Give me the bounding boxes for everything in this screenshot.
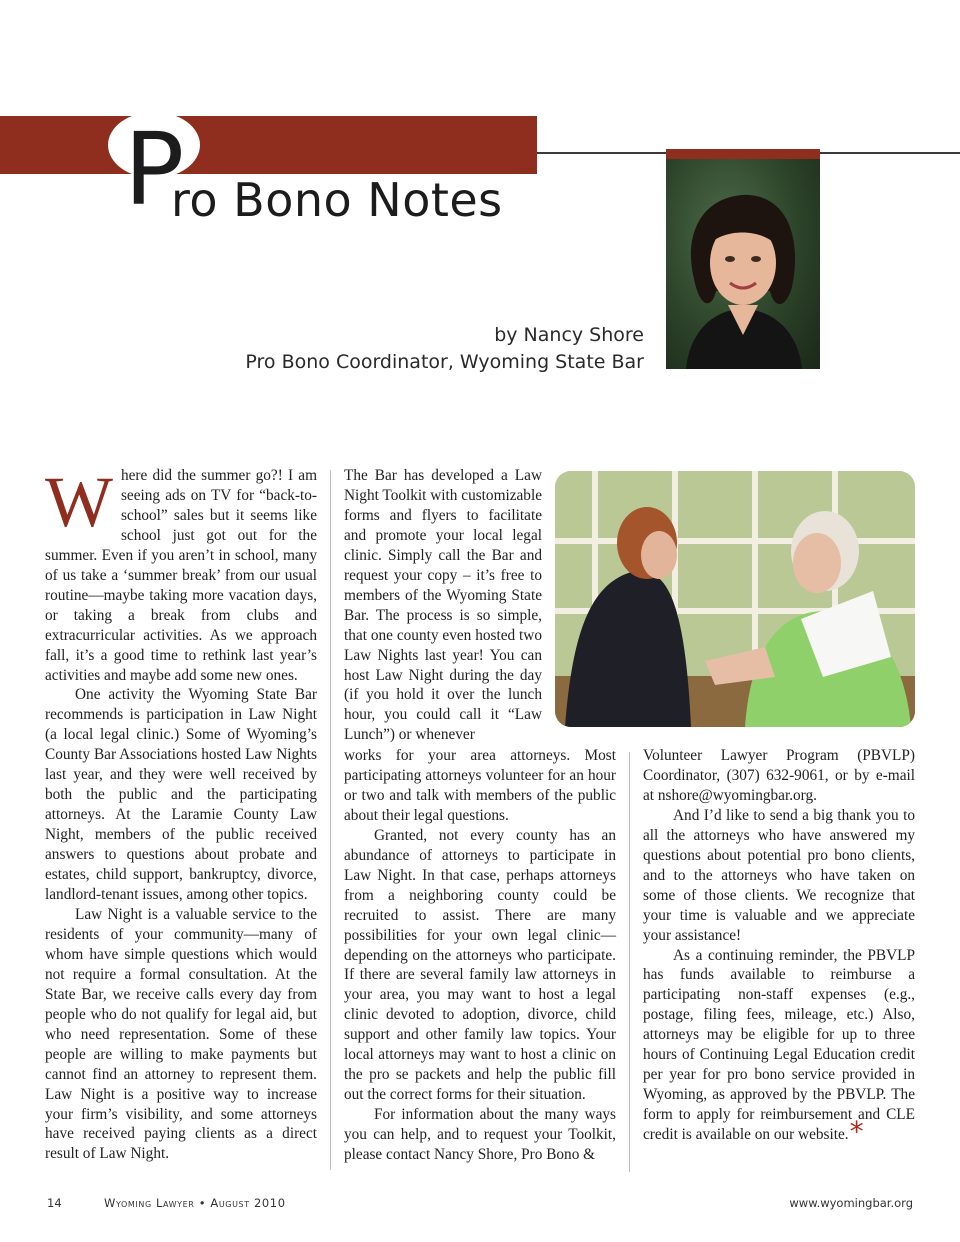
paragraph: works for your area attorneys. Most participating attorneys volunteer for an hour or two and talk with members of the public about their legal questions. (344, 747, 616, 824)
paragraph (643, 946, 915, 1149)
paragraph: Volunteer Lawyer Program (PBVLP) Coordinator, (307) 632-9061, or by e-mail at nshore@wyomingbar.org. (643, 747, 915, 804)
paragraph: For information about the many ways you can help, and to request your Toolkit, please contact Nancy Shore, Pro Bono & (344, 1106, 616, 1164)
end-mark: * (849, 1115, 864, 1149)
drop-cap: W (45, 462, 113, 542)
column-3 (643, 746, 915, 1149)
author-portrait (666, 159, 820, 369)
column-1 (45, 462, 317, 1164)
column-divider (629, 752, 630, 1172)
byline (245, 322, 644, 376)
page-title: ro Bono Notes (171, 173, 503, 227)
author-name: by Nancy Shore (494, 324, 644, 346)
paragraph-text: As a continuing reminder, the PBVLP has funds available to reimburse a participating non-staff expenses (e.g., postage, filing fees, mileage, etc.) Also, attorneys may be eligible for up to three hours of Continuing Legal Education credit per year for pro bono service provided in Wyoming, as approved by the PBVLP. The form to apply for reimbursement and CLE credit is available on our website. (643, 946, 915, 1144)
paragraph: And I’d like to send a big thank you to all the attorneys who have answered my questions about potential pro bono clients, and to the attorneys who have taken on some of those clients. We recognize that your time is valuable and we appreciate your assistance! (643, 806, 915, 944)
footer-url[interactable]: www.wyomingbar.org (789, 1196, 913, 1210)
column-divider (330, 470, 331, 1170)
clinic-photo (555, 471, 915, 727)
paragraph: The Bar has developed a Law Night Toolkit with customizable forms and flyers to facilitate and promote your local legal clinic. Simply call the Bar and request your copy – it’s free to members of the Wyoming State Bar. The process is so simple, that one county even hosted two Law Nights last year! You can host Law Night during the day (if you hold it over the lunch hour, you could call it “Law Lunch”) or whenever (344, 467, 542, 744)
paragraph: Law Night is a valuable service to the residents of your community—many of whom have simple questions which would not require a formal consultation. At the State Bar, we receive calls every day from people who do not qualify for legal aid, but who need representation. Some of these people are willing to make payments but cannot find an attorney to represent them. Law Night is a positive way to increase your firm’s visibility, and some attorneys have received paying clients as a direct result of Law Night. (45, 905, 317, 1163)
clinic-photo-illustration (555, 471, 915, 727)
page-number: 14 (47, 1196, 62, 1210)
paragraph (45, 462, 317, 685)
portrait-accent-bar (666, 149, 820, 159)
publication-line: Wyoming Lawyer • August 2010 (104, 1196, 286, 1210)
column-2-top (344, 466, 542, 745)
column-2-bottom (344, 746, 616, 1165)
author-portrait-illustration (666, 159, 820, 369)
paragraph: One activity the Wyoming State Bar recommends is participation in Law Night (a local legal clinic.) Some of Wyoming’s County Bar Associations hosted Law Nights last year, and they were well received by both the public and the participating attorneys. At the Laramie County Law Night, members of the public received answers to questions about probate and estates, child support, bankruptcy, divorce, landlord-tenant issues, among other topics. (45, 686, 317, 904)
paragraph-text: here did the summer go?! I am seeing ads on TV for “back-to-school” sales but it seems like school just got out for the summer. Even if you aren’t in school, many of us take a ‘summer break’ from our usual routine—maybe taking more vacation days, or taking a break from clubs and extracurricular activities. As we approach fall, it’s a good time to rethink last year’s activities and maybe add some new ones. (45, 467, 317, 684)
title-initial: P (124, 111, 185, 228)
author-title: Pro Bono Coordinator, Wyoming State Bar (245, 351, 644, 373)
paragraph: Granted, not every county has an abundance of attorneys to participate in Law Night. In that case, perhaps attorneys from a neighboring county could be recruited to assist. There are many possibilities for your own legal clinic—depending on the attorneys who participate. If there are several family law attorneys in your area, you may want to host a legal clinic devoted to adoption, divorce, child support and other family law topics. Your local attorneys may want to host a clinic on the pro se packets and help the public fill out the correct forms for their situation. (344, 826, 616, 1104)
title-band (0, 116, 537, 174)
